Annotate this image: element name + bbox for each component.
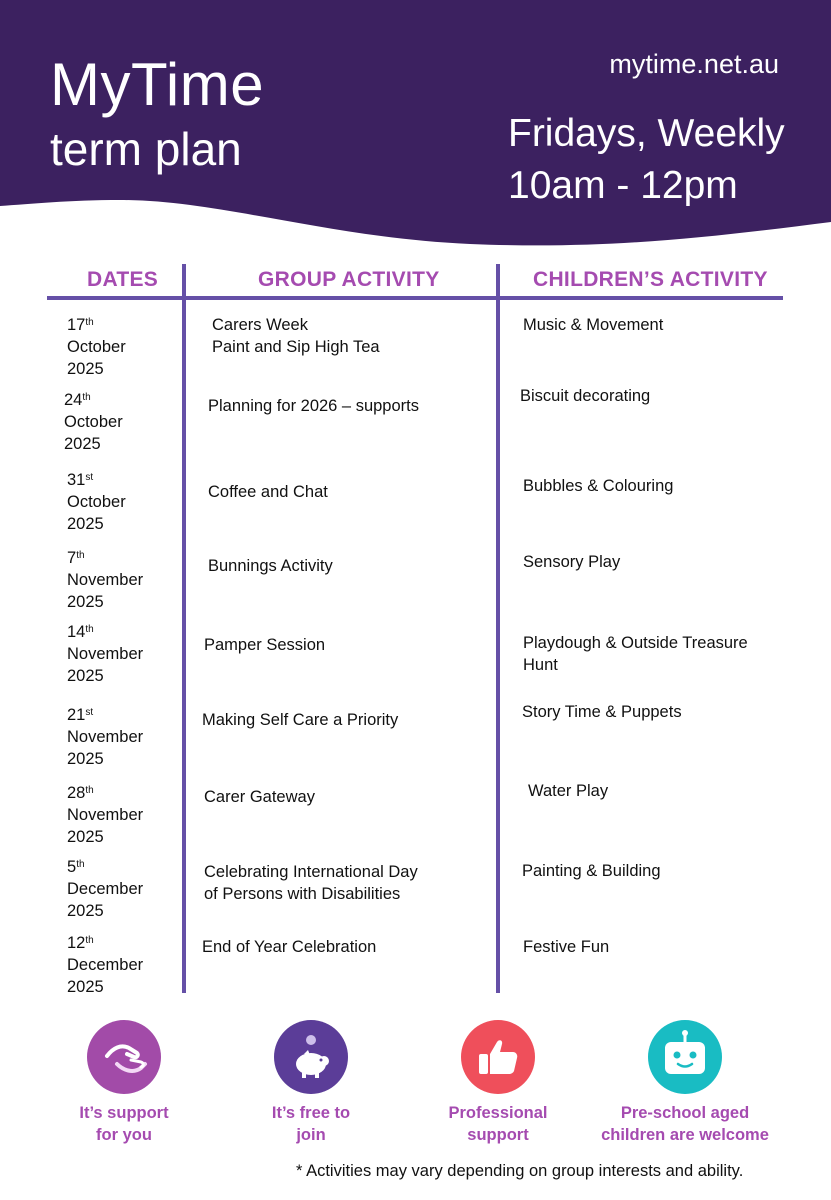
children-activity: Bubbles & Colouring [523,477,674,495]
column-header-children: CHILDREN’S ACTIVITY [533,268,768,291]
group-activity: Making Self Care a Priority [202,711,399,729]
column-divider [496,264,500,993]
header-rule [47,296,783,300]
date-cell: 14th November 2025 [67,623,144,685]
children-activity: Music & Movement [523,316,664,334]
column-divider [182,264,186,993]
schedule-time: 10am - 12pm [508,164,738,207]
date-cell: 31st October 2025 [67,471,126,533]
children-activity: Sensory Play [523,553,621,571]
footnote: * Activities may vary depending on group interests and ability. [296,1162,744,1180]
children-activity: Festive Fun [523,938,610,956]
date-cell: 7th November 2025 [67,549,144,611]
children-activity: Water Play [528,782,609,800]
column-header-group: GROUP ACTIVITY [258,268,440,291]
piggy-bank-icon [274,1020,348,1094]
children-activity: Story Time & Puppets [522,703,682,721]
group-activity: Pamper Session [204,636,326,654]
robot-icon [648,1020,722,1094]
group-activity: Celebrating International Day of Persons with Disabilities [204,863,418,903]
helping-hands-icon [87,1020,161,1094]
thumbs-up-icon [461,1020,535,1094]
group-activity: Bunnings Activity [208,557,333,575]
children-activity: Playdough & Outside Treasure Hunt [523,634,748,674]
date-cell: 21st November 2025 [67,706,144,768]
group-activity: Planning for 2026 – supports [208,397,419,415]
feature-label-support: It’s support for you [79,1104,169,1144]
feature-label-free: It’s free to join [271,1104,351,1144]
brand-subtitle: term plan [50,123,242,175]
feature-label-professional: Professional support [448,1104,548,1144]
group-activity: Coffee and Chat [208,483,328,501]
date-cell: 17th October 2025 [67,316,126,378]
children-activity: Painting & Building [522,862,661,880]
group-activity: Carer Gateway [204,788,315,806]
children-activity: Biscuit decorating [520,387,651,405]
feature-label-preschool: Pre-school aged children are welcome [601,1104,769,1144]
date-cell: 5th December 2025 [67,858,144,920]
date-cell: 28th November 2025 [67,784,144,846]
schedule-day: Fridays, Weekly [508,112,785,155]
schedule-info [508,108,785,212]
date-cell: 12th December 2025 [67,934,144,996]
website-link[interactable]: mytime.net.au [609,49,779,79]
brand-title: MyTime [50,51,265,118]
group-activity: Carers Week Paint and Sip High Tea [212,316,380,356]
column-header-dates: DATES [87,268,159,291]
group-activity: End of Year Celebration [202,938,377,956]
date-cell: 24th October 2025 [64,391,123,453]
